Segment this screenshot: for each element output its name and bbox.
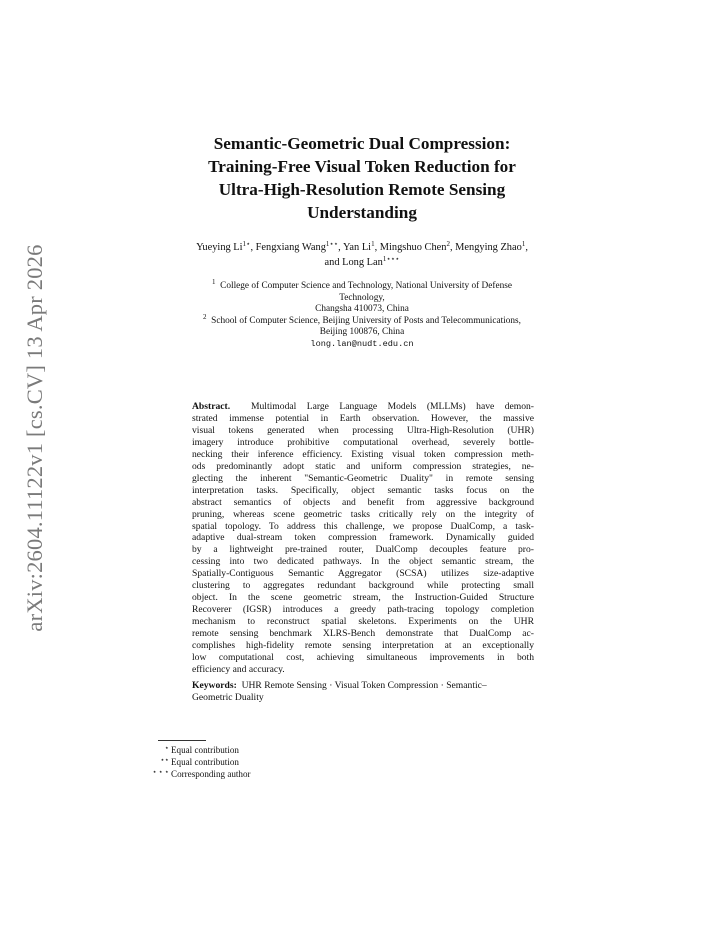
keywords-line: Geometric Duality	[192, 691, 264, 703]
arxiv-sidebar-stamp	[17, 244, 53, 632]
abstract-line: complishes high-fidelity remote sensing interpretation at an exceptionally	[192, 640, 534, 652]
author-separator: ,	[525, 242, 528, 253]
abstract-line: efficiency and accuracy.	[192, 663, 285, 675]
author-name: , Yan Li	[338, 242, 372, 253]
author-mark: 1	[371, 240, 375, 248]
abstract-line: visual tokens generated when processing Ultra-High-Resolution (UHR)	[192, 424, 534, 436]
keywords-line: Keywords: UHR Remote Sensing · Visual Token Compression · Semantic–	[192, 680, 487, 691]
footnote-divider	[158, 740, 206, 741]
author-name: and Long Lan	[324, 257, 383, 268]
abstract-line: pruning, whereas scene geometric tasks critically rely on the integrity of	[192, 508, 534, 520]
abstract-line: clustering to aggregates redundant background while protecting small	[192, 580, 534, 592]
keywords-label: Keywords:	[192, 680, 237, 691]
footnote-text: Corresponding author	[171, 769, 251, 780]
abstract-line: spatial topology. To address this challenge, we propose DualComp, a task-	[192, 520, 534, 532]
affiliation-2-line: $^2$ School of Computer Science, Beijing University of Posts and Telecommunications,	[203, 312, 521, 326]
author-name: , Mingshuo Chen	[374, 242, 447, 253]
author-line-1	[140, 240, 584, 255]
abstract-line: adaptive dual-stream token compression framework. Dynamically guided	[192, 532, 534, 544]
abstract-line: remote sensing benchmark XLRS-Bench demonstrate that DualComp ac-	[192, 628, 534, 640]
abstract-line: Spatially-Contiguous Semantic Aggregator (SCSA) utilizes size-adaptive	[192, 568, 534, 580]
abstract-line: Abstract. Multimodal Large Language Models (MLLMs) have demon-	[192, 401, 534, 412]
abstract-label: Abstract.	[192, 401, 231, 412]
author-mark: 2	[446, 240, 450, 248]
affiliation-1-line: Changsha 410073, China	[315, 304, 409, 315]
author-name: Yueying Li	[196, 242, 243, 253]
footnote	[143, 744, 443, 756]
footnote-mark: ⋆⋆	[160, 756, 169, 765]
abstract-line: abstract semantics of objects and benefit from aggressive background	[192, 496, 534, 508]
abstract-line: Recoverer (IGSR) introduces a greedy path-tracing topology completion	[192, 604, 534, 616]
abstract-line: strated immense potential in Earth observation. However, the massive	[192, 412, 534, 424]
author-mark: 1⋆⋆	[325, 240, 339, 248]
footnote-mark: ⋆	[164, 744, 169, 752]
affiliations	[150, 278, 574, 351]
paper-title	[150, 132, 574, 224]
title-line: Training-Free Visual Token Reduction for	[208, 157, 516, 176]
author-name: , Mengying Zhao	[449, 242, 522, 253]
author-name: , Fengxiang Wang	[250, 242, 326, 253]
arxiv-identifier: arXiv:2604.11122v1 [cs.CV] 13 Apr 2026	[22, 244, 47, 632]
abstract-line: imagery introduce prohibitive computational overhead, severely bottle-	[192, 436, 534, 448]
author-line-2	[140, 255, 584, 270]
abstract-line: ods predominantly adopt static and uniform compression strategies, ne-	[192, 460, 534, 472]
abstract-line: interpretation tasks. Specifically, object semantic tasks focus on the	[192, 484, 534, 496]
title-line: Semantic-Geometric Dual Compression:	[213, 134, 511, 153]
abstract-line: object. In the scene geometric stream, the Instruction-Guided Structure	[192, 592, 534, 604]
abstract-line: mechanism to reconstruct spatial skeletons. Experiments on the UHR	[192, 616, 534, 628]
affiliation-1-line: Technology,	[339, 292, 385, 303]
abstract-line: low computational cost, achieving simultaneous improvements in both	[192, 652, 534, 664]
footnote	[143, 756, 443, 768]
affiliation-2-line: Beijing 100876, China	[319, 327, 405, 338]
footnotes	[143, 744, 443, 781]
abstract-line: necking their inference efficiency. Existing visual token compression meth-	[192, 448, 534, 460]
abstract-line: glecting the inherent "Semantic-Geometric Duality" in remote sensing	[192, 472, 534, 484]
footnote-text: Equal contribution	[171, 745, 239, 755]
title-line: Ultra-High-Resolution Remote Sensing	[218, 180, 506, 199]
author-mark: 1⋆⋆⋆	[382, 255, 400, 263]
title-line: Understanding	[307, 203, 417, 222]
author-list	[140, 240, 584, 270]
abstract-line: by a lightweight pre-trained router, DualComp decouples feature pro-	[192, 544, 534, 556]
abstract-line: cessing into two dedicated pathways. In the object semantic stream, the	[192, 556, 534, 568]
footnote-text: Equal contribution	[171, 757, 239, 768]
affiliation-mark: 2	[203, 312, 207, 321]
footnote-mark: ⋆ ⋆ ⋆	[152, 768, 169, 777]
affiliation-mark: 1	[211, 278, 216, 286]
author-mark: 1⋆	[242, 240, 251, 248]
contact-email: long.lan@nudt.edu.cn	[310, 338, 414, 349]
author-mark: 1	[521, 240, 526, 248]
affiliation-1-line: $^1$ College of Computer Science and Technology, National University of Defense	[211, 278, 513, 291]
keywords	[192, 680, 534, 704]
footnote	[143, 768, 443, 780]
abstract	[192, 401, 534, 676]
